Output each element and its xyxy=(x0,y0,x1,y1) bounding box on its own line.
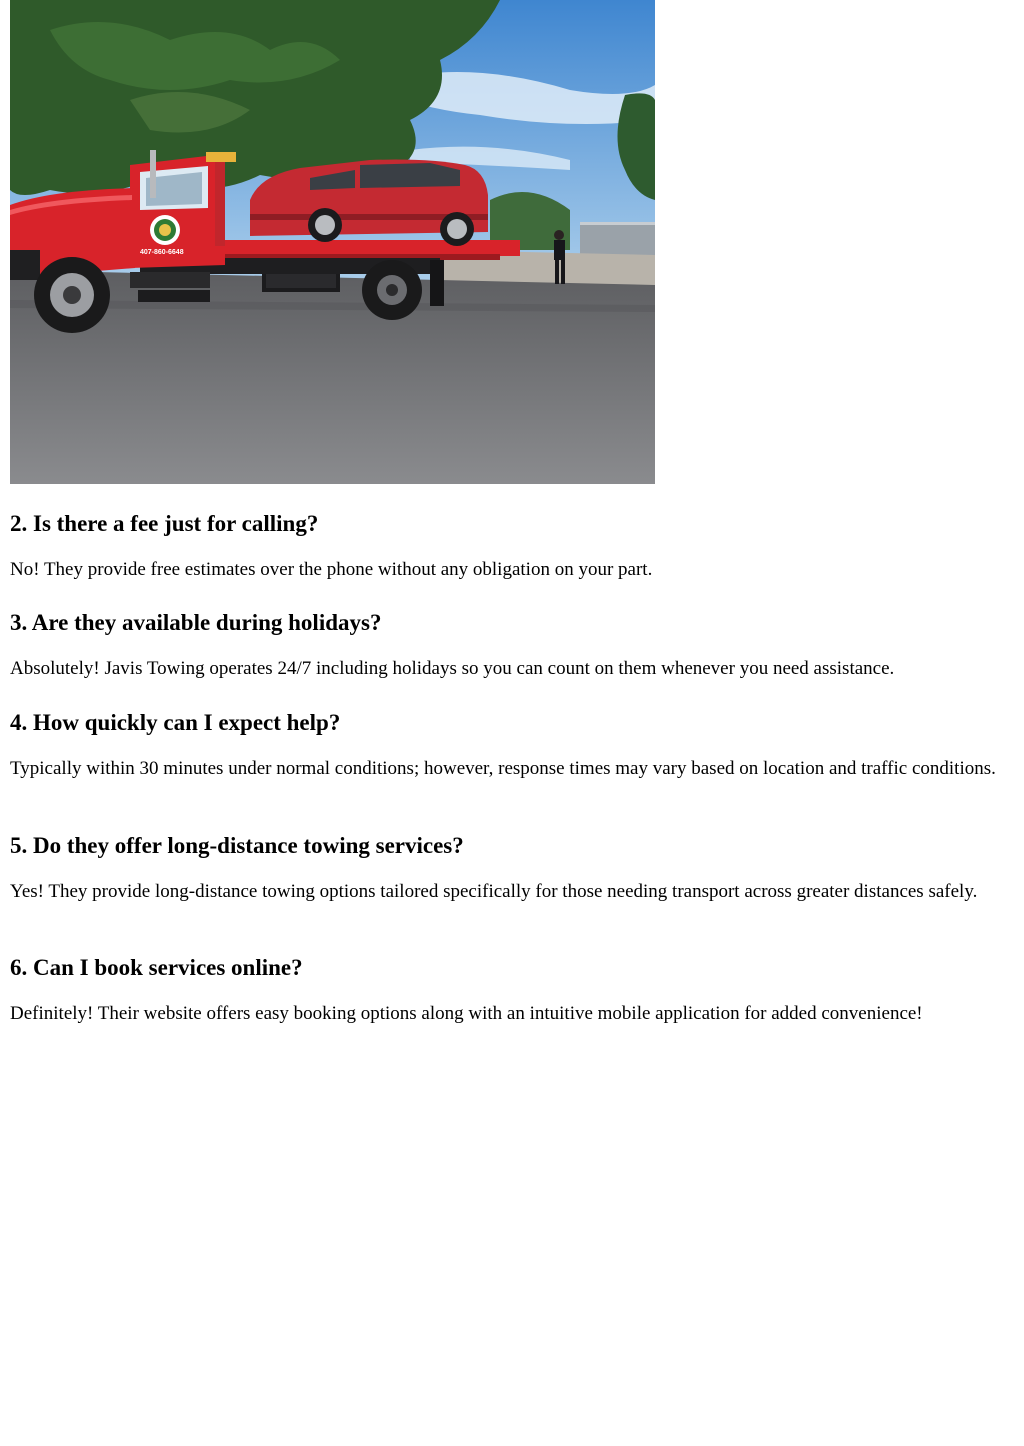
faq-answer: Definitely! Their website offers easy booking options along with an intuitive mobile application for added convenience! xyxy=(10,1003,923,1024)
faq-item xyxy=(10,510,1010,581)
page xyxy=(10,0,1010,1024)
faq-answer: Typically within 30 minutes under normal conditions; however, response times may vary based on location and traffic conditions. xyxy=(10,758,996,779)
faq-answer: No! They provide free estimates over the phone without any obligation on your part. xyxy=(10,559,653,580)
truck-phone-text: 407-860-6648 xyxy=(140,249,184,256)
faq-item xyxy=(10,609,1010,680)
faq-question: 6. Can I book services online? xyxy=(10,955,303,980)
faq-question: 4. How quickly can I expect help? xyxy=(10,710,341,735)
tow-truck-photo xyxy=(10,0,655,484)
faq-answer: Absolutely! Javis Towing operates 24/7 including holidays so you can count on them whenever you need assistance. xyxy=(10,658,895,679)
faq-item xyxy=(10,709,1010,780)
faq-question: 3. Are they available during holidays? xyxy=(10,610,382,635)
faq-question: 5. Do they offer long-distance towing services? xyxy=(10,833,464,858)
faq-item xyxy=(10,954,1010,1025)
faq-item xyxy=(10,832,1010,903)
faq-question: 2. Is there a fee just for calling? xyxy=(10,511,319,536)
faq-answer: Yes! They provide long-distance towing options tailored specifically for those needing transport across greater distances safely. xyxy=(10,881,978,902)
